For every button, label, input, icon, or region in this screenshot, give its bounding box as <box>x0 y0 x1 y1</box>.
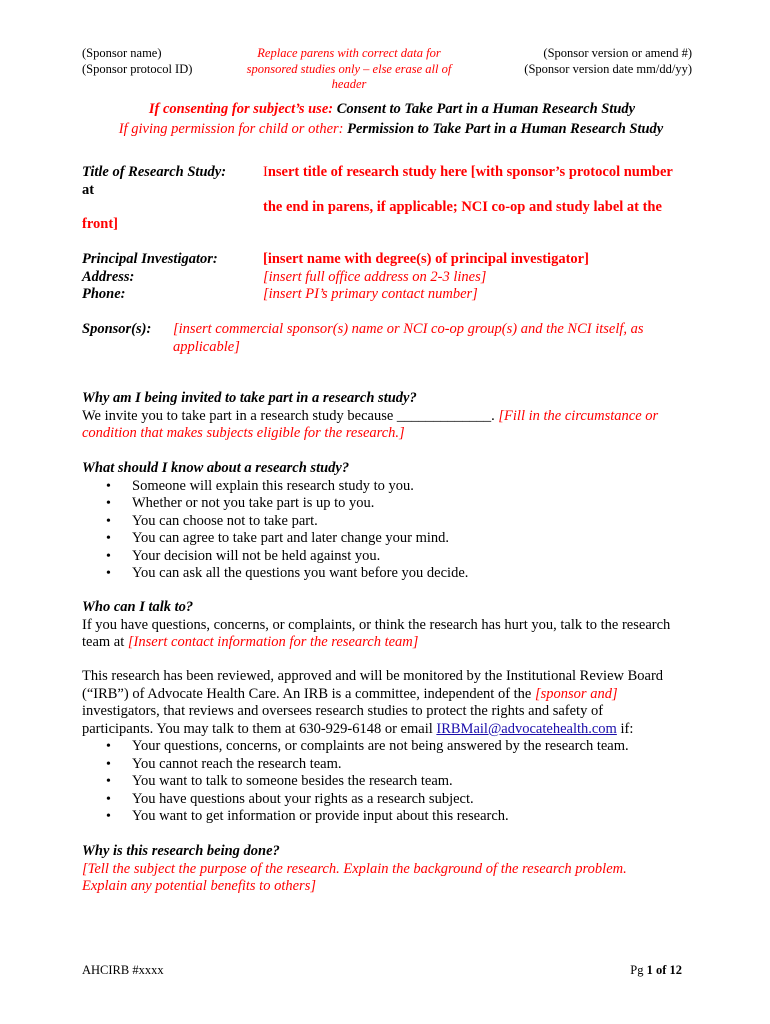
section-heading: What should I know about a research study? <box>82 460 350 476</box>
irb-line4-suffix: if: <box>616 720 634 737</box>
irb-line4-prefix: participants. You may talk to them at 630-929-6148 or email <box>82 720 437 737</box>
pi-value: [insert name with degree(s) of principal investigator] <box>263 251 589 267</box>
page-current: 1 <box>646 963 653 977</box>
list-item: • Your questions, concerns, or complaints are not being answered by the research team. <box>82 738 700 756</box>
why-invited-instruction-2: condition that makes subjects eligible for the research.] <box>82 425 405 441</box>
section-heading: Who can I talk to? <box>82 599 194 615</box>
why-done-instruction-1: [Tell the subject the purpose of the research. Explain the background of the research problem. <box>82 860 627 877</box>
irb-line3: investigators, that reviews and oversees research studies to protect the rights and safety of <box>82 703 604 719</box>
list-item: • You want to talk to someone besides the research team. <box>82 773 700 791</box>
page-of: of <box>652 963 670 977</box>
list-item: • You have questions about your rights as a research subject. <box>82 791 700 809</box>
sponsor-protocol-id: (Sponsor protocol ID) <box>82 61 193 76</box>
study-title-label-at: at <box>82 181 95 198</box>
page-total: 12 <box>669 963 682 977</box>
sponsor-version: (Sponsor version or amend #) <box>543 46 692 60</box>
list-item: • You cannot reach the research team. <box>82 756 700 774</box>
sponsor-version-date: (Sponsor version date mm/dd/yy) <box>524 61 692 76</box>
section-heading: Why is this research being done? <box>82 843 280 859</box>
study-title-value-front: front] <box>82 216 118 232</box>
document-title <box>82 99 700 139</box>
who-talk-instruction: [Insert contact information for the research team] <box>127 634 419 650</box>
sponsor-name: (Sponsor name) <box>82 46 162 60</box>
list-item: • You want to get information or provide input about this research. <box>82 808 700 826</box>
address-label: Address: <box>82 268 135 285</box>
section-who-talk <box>82 599 700 652</box>
irb-number: AHCIRB #xxxx <box>82 963 164 977</box>
list-item: • You can choose not to take part. <box>82 513 700 531</box>
list-item: • Whether or not you take part is up to you. <box>82 495 700 513</box>
who-talk-line1: If you have questions, concerns, or complaints, or think the research has hurt you, talk to the research <box>82 616 671 633</box>
header-left <box>82 46 192 77</box>
header-center-instruction <box>229 46 469 93</box>
list-item: • You can agree to take part and later change your mind. <box>82 530 700 548</box>
phone-label: Phone: <box>82 286 126 302</box>
title-line1-main: Consent to Take Part in a Human Research Study <box>336 101 636 117</box>
pi-label: Principal Investigator: <box>82 251 218 267</box>
irb-email-link[interactable]: IRBMail@advocatehealth.com <box>436 720 617 737</box>
header-right <box>524 46 692 77</box>
section-heading: Why am I being invited to take part in a research study? <box>82 390 417 406</box>
title-line2-main: Permission to Take Part in a Human Research Study <box>347 121 664 137</box>
section-why-done <box>82 843 700 896</box>
why-invited-instruction-1: [Fill in the circumstance or <box>498 407 659 424</box>
list-item: • Your decision will not be held against you. <box>82 548 700 566</box>
who-talk-line2 <box>82 634 700 652</box>
why-invited-sentence: We invite you to take part in a research study because _____________. <box>82 407 499 424</box>
page-prefix: Pg <box>630 963 647 977</box>
section-irb <box>82 668 700 826</box>
sponsor-label <box>82 321 151 339</box>
title-line2-prefix: If giving permission for child or other: <box>118 121 348 137</box>
section-why-invited <box>82 390 700 443</box>
address-value: [insert full office address on 2-3 lines] <box>263 268 487 285</box>
irb-line2-prefix: (“IRB”) of Advocate Health Care. An IRB is a committee, independent of the <box>82 685 535 702</box>
sponsor-label-text: Sponsor(s): <box>82 321 152 337</box>
pi-block-labels <box>82 251 218 304</box>
list-item: • You can ask all the questions you want before you decide. <box>82 565 700 583</box>
page-number <box>630 963 682 978</box>
what-know-list <box>82 478 700 583</box>
irb-line4 <box>82 721 700 739</box>
sponsor-value-line2: applicable] <box>173 338 240 355</box>
study-title-value-line2: the end in parens, if applicable; NCI co-op and study label at the <box>263 199 662 215</box>
study-title-line1-text: nsert title of research study here [with sponsor’s protocol number <box>267 164 673 180</box>
study-title-value-line1 <box>263 164 703 182</box>
list-item: • Someone will explain this research study to you. <box>82 478 700 496</box>
header-instruction-line1: Replace parens with correct data for <box>257 46 441 60</box>
study-title-label <box>82 164 226 199</box>
irb-list <box>82 738 700 826</box>
irb-line1: This research has been reviewed, approved and will be monitored by the Institutional Review Board <box>82 668 664 684</box>
why-invited-text <box>82 408 700 426</box>
section-what-know <box>82 460 700 583</box>
who-talk-line2-prefix: team at <box>82 634 128 650</box>
study-title-initial: I <box>263 164 268 180</box>
sponsor-value-line1: [insert commercial sponsor(s) name or NCI co-op group(s) and the NCI itself, as <box>173 321 644 337</box>
study-title-label-text: Title of Research Study: <box>82 164 227 180</box>
consent-document <box>82 0 700 1024</box>
document-footer <box>82 963 682 978</box>
title-line1 <box>82 99 700 119</box>
phone-value: [insert PI’s primary contact number] <box>263 286 478 302</box>
why-done-instruction-2: Explain any potential benefits to others] <box>82 878 316 894</box>
header-instruction-line2: sponsored studies only – else erase all of header <box>246 61 452 91</box>
title-line1-prefix: If consenting for subject’s use: <box>148 101 337 117</box>
irb-sponsor-instruction: [sponsor and] <box>535 685 618 702</box>
irb-line2 <box>82 686 700 704</box>
pi-block-values <box>263 251 589 304</box>
sponsor-value <box>173 321 703 356</box>
title-line2 <box>82 119 700 139</box>
